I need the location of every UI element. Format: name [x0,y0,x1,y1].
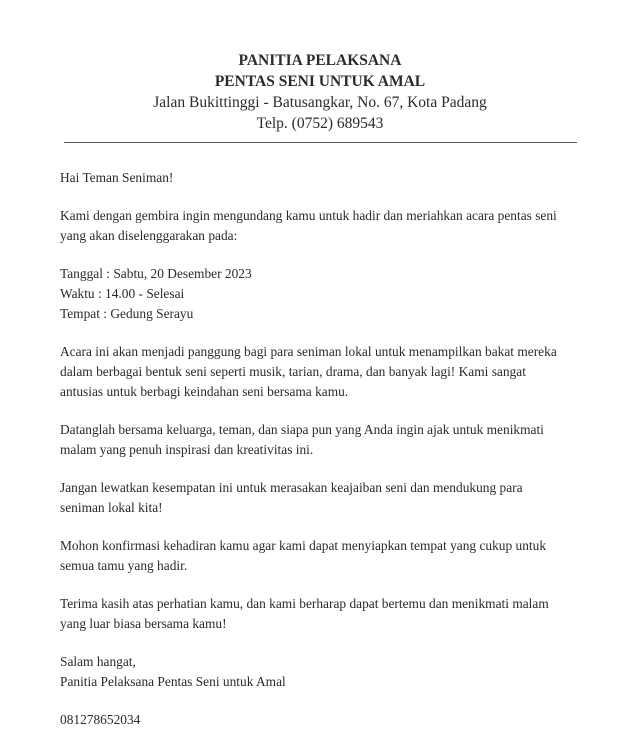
paragraph-line: semua tamu yang hadir. [60,558,188,573]
contact-number: 081278652034 [60,712,141,727]
paragraph-line: yang luar biasa bersama kamu! [60,616,227,631]
paragraph-line: Acara ini akan menjadi panggung bagi para seniman lokal untuk menampilkan bakat mereka [60,344,557,359]
contact [60,710,580,730]
paragraph-line: Mohon konfirmasi kehadiran kamu agar kami dapat menyiapkan tempat yang cukup untuk [60,538,547,553]
event-details [60,264,580,324]
letterhead [0,50,640,134]
address-line: Jalan Bukittinggi - Batusangkar, No. 67, Kota Padang [153,94,487,111]
letter-body [60,168,580,748]
event-time: Waktu : 14.00 - Selesai [60,286,185,301]
paragraph-line: Jangan lewatkan kesempatan ini untuk merasakan keajaiban seni dan mendukung para [60,480,523,495]
dont-miss-paragraph [60,478,580,518]
description-paragraph [60,342,580,402]
committee-title: PANITIA PELAKSANA [238,52,402,69]
rsvp-paragraph [60,536,580,576]
closing-sender: Panitia Pelaksana Pentas Seni untuk Amal [60,674,286,689]
greeting [60,168,580,188]
closing-salutation: Salam hangat, [60,654,136,669]
letterhead-divider [64,142,577,143]
event-date: Tanggal : Sabtu, 20 Desember 2023 [60,266,252,281]
paragraph-line: dalam berbagai bentuk seni seperti musik, tarian, drama, dan banyak lagi! Kami sangat [60,364,526,379]
event-place: Tempat : Gedung Serayu [60,306,194,321]
closing [60,652,580,692]
invitation-line: yang akan diselenggarakan pada: [60,228,238,243]
paragraph-line: malam yang penuh inspirasi dan kreativitas ini. [60,442,314,457]
phone-line: Telp. (0752) 689543 [256,115,384,132]
paragraph-line: antusias untuk berbagi keindahan seni bersama kamu. [60,384,349,399]
invitation-paragraph [60,206,580,246]
paragraph-line: seniman lokal kita! [60,500,163,515]
paragraph-line: Terima kasih atas perhatian kamu, dan kami berharap dapat bertemu dan menikmati malam [60,596,549,611]
thanks-paragraph [60,594,580,634]
greeting-text: Hai Teman Seniman! [60,170,174,185]
invitation-line: Kami dengan gembira ingin mengundang kamu untuk hadir dan meriahkan acara pentas seni [60,208,557,223]
paragraph-line: Datanglah bersama keluarga, teman, dan siapa pun yang Anda ingin ajak untuk menikmati [60,422,544,437]
event-title: PENTAS SENI UNTUK AMAL [214,73,426,90]
invite-others-paragraph [60,420,580,460]
